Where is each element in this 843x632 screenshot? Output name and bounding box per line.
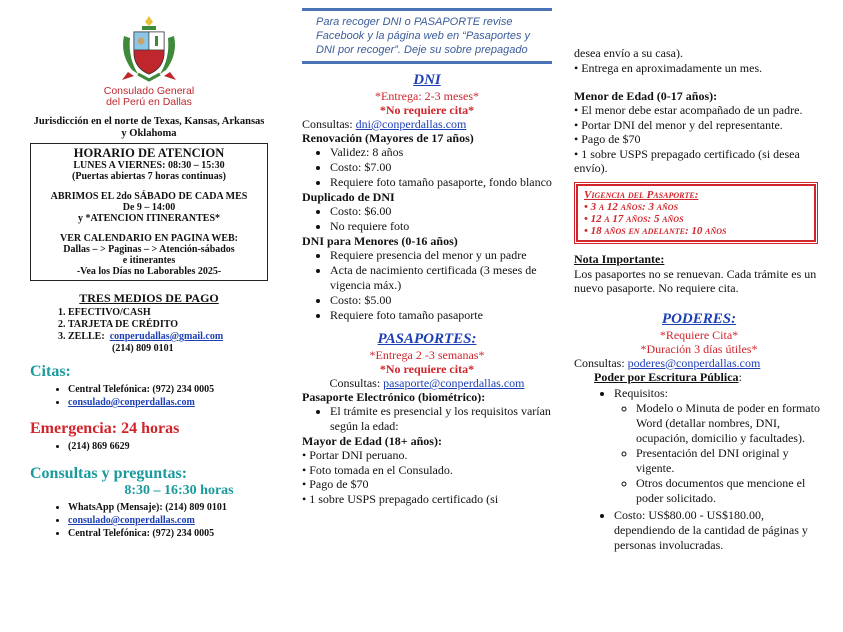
requirements-sublist	[614, 401, 824, 506]
citas-title: Citas:	[30, 363, 71, 380]
electronic-passport-list	[302, 404, 552, 434]
itinerant-note: y *ATENCION ITINERANTES*	[77, 213, 221, 224]
passports-delivery: *Entrega 2 -3 semanas*	[369, 348, 485, 362]
powers-appointment: *Requiere Cita*	[659, 327, 739, 342]
citas-list	[30, 383, 268, 409]
requirements-item: • Requisitos: ◦ Modelo o Minuta de poder en formato Word (detallar nombres, DNI, ocupación, domicilio y facultades). ◦ Presentación del DNI original y vigente. ◦ Otros documentos que mencione el poder solicitado.	[614, 386, 824, 506]
adult-line: • Pago de $70	[302, 477, 369, 491]
payment-item: 2. TARJETA DE CRÉDITO	[68, 319, 268, 331]
list-item: • Costo: $6.00	[330, 204, 552, 219]
passports-no-appointment: *No requiere cita*	[379, 362, 475, 376]
list-item: • Costo: $7.00	[330, 160, 552, 175]
dni-title: DNI	[413, 72, 441, 88]
peru-coat-of-arms-icon	[118, 14, 180, 84]
list-item: • El trámite es presencial y los requisitos varían según la edad:	[330, 404, 552, 434]
consultas-list	[30, 501, 268, 540]
minor-line: • 1 sobre USPS prepagado certificado (si desea envío).	[574, 146, 800, 175]
powers-contact: Consultas: poderes@conperdallas.com	[574, 355, 761, 370]
zelle-phone: (214) 809 0101	[112, 343, 174, 354]
adult-title: Mayor de Edad (18+ años):	[302, 434, 442, 448]
dni-minors-title: DNI para Menores (0-16 años)	[302, 234, 458, 248]
list-item: • No requiere foto	[330, 219, 552, 234]
saturday-line: ABRIMOS EL 2do SÁBADO DE CADA MES	[50, 191, 248, 202]
list-item: • Requiere foto tamaño pasaporte	[330, 308, 552, 323]
weekday-hours: LUNES A VIERNES: 08:30 – 15:30	[73, 160, 225, 171]
validity-title: Vigencia del Pasaporte:	[584, 188, 699, 201]
payment-item: 1. EFECTIVO/CASH	[68, 307, 268, 319]
adult-line-cont: desea envío a su casa).	[574, 46, 683, 60]
payment-methods-list	[30, 307, 268, 343]
office-hours-box	[30, 143, 268, 281]
important-note-title: Nota Importante:	[574, 251, 665, 266]
minor-title: Menor de Edad (0-17 años):	[574, 89, 718, 103]
electronic-passport-title: Pasaporte Electrónico (biométrico):	[302, 390, 486, 404]
dni-minors-list	[302, 248, 552, 323]
non-working-days-note: -Vea los Días no Laborables 2025-	[76, 266, 222, 277]
saturday-hours: De 9 – 14:00	[122, 202, 176, 213]
dni-duplicate-title: Duplicado de DNI	[302, 190, 395, 204]
zelle-email-link[interactable]: conperudallas@gmail.com	[109, 331, 224, 342]
emergency-list	[30, 440, 268, 453]
dni-renewal-title: Renovación (Mayores de 17 años)	[302, 131, 474, 145]
adult-line: • 1 sobre USPS prepagado certificado (si	[302, 491, 499, 506]
validity-item: • 18 años en adelante: 10 años	[584, 224, 727, 237]
powers-email-link[interactable]: poderes@conperdallas.com	[627, 355, 761, 370]
consultas-email-link[interactable]: consulado@conperdallas.com	[68, 515, 195, 526]
payment-item-zelle: 3. ZELLE: conperudallas@gmail.com	[68, 331, 268, 343]
dni-no-appointment: *No requiere cita*	[379, 103, 475, 117]
important-note-text: Los pasaportes no se renuevan. Cada trámite es un nuevo pasaporte. No requiere cita.	[574, 266, 817, 295]
dni-delivery: *Entrega: 2-3 meses*	[375, 89, 479, 103]
calendar-path-cont: e itinerantes	[122, 255, 176, 266]
citas-email-link[interactable]: consulado@conperdallas.com	[68, 397, 195, 408]
powers-duration: *Duración 3 días útiles*	[640, 341, 758, 356]
list-item: ◦ Otros documentos que mencione el poder solicitado.	[636, 476, 824, 506]
middle-column	[302, 0, 552, 632]
right-column	[574, 0, 824, 632]
adult-line: • Foto tomada en el Consulado.	[302, 462, 453, 477]
public-deed-title: Poder por Escritura Pública	[594, 369, 739, 384]
jurisdiction-text: Jurisdicción en el norte de Texas, Kansas, Arkansas y Oklahoma	[33, 116, 265, 139]
validity-item: • 12 a 17 años: 5 años	[584, 212, 684, 225]
dni-contact: Consultas: dni@conperdallas.com	[302, 117, 467, 131]
minor-line: • El menor debe estar acompañado de un padre.	[574, 103, 803, 117]
calendar-path: Dallas – > Paginas – > Atención-sábados	[63, 244, 235, 255]
cost-item: • Costo: US$80.00 - US$180.00, dependiendo de la cantidad de páginas y personas involucradas.	[614, 508, 824, 553]
list-item: • Validez: 8 años	[330, 145, 552, 160]
dni-duplicate-list	[302, 204, 552, 234]
list-item: • Requiere presencia del menor y un padre	[330, 248, 552, 263]
powers-list	[574, 386, 824, 553]
dni-email-link[interactable]: dni@conperdallas.com	[355, 117, 467, 131]
passports-title: PASAPORTES:	[377, 331, 477, 347]
minor-line: • Pago de $70	[574, 132, 641, 146]
dni-renewal-list	[302, 145, 552, 190]
consultas-title: Consultas y preguntas:	[30, 465, 188, 482]
office-hours-title: HORARIO DE ATENCION	[73, 146, 225, 160]
passports-email-link[interactable]: pasaporte@conperdallas.com	[383, 376, 525, 390]
adult-line: • Portar DNI peruano.	[302, 448, 408, 462]
emergency-title: Emergencia: 24 horas	[30, 420, 180, 437]
emergency-phone: • (214) 869 6629	[68, 440, 268, 453]
minor-line: • Portar DNI del menor y del representante.	[574, 117, 783, 132]
whatsapp-line: • WhatsApp (Mensaje): (214) 809 0101	[68, 501, 268, 514]
validity-item: • 3 a 12 años: 3 años	[584, 200, 679, 213]
list-item: • Acta de nacimiento certificada (3 meses de vigencia máx.)	[330, 263, 552, 293]
calendar-line: VER CALENDARIO EN PAGINA WEB:	[60, 233, 238, 244]
list-item: • Requiere foto tamaño pasaporte, fondo blanco	[330, 175, 552, 190]
payment-methods-title: TRES MEDIOS DE PAGO	[79, 291, 219, 305]
passports-contact: Consultas: pasaporte@conperdallas.com	[329, 376, 525, 390]
consulate-name: Consulado General del Perú en Dallas	[103, 85, 195, 108]
public-deed-heading: Poder por Escritura Pública:	[594, 369, 742, 384]
left-column	[30, 0, 268, 632]
list-item: ◦ Presentación del DNI original y vigente.	[636, 446, 824, 476]
consultas-phone: • Central Telefónica: (972) 234 0005	[68, 527, 268, 540]
continuous-hours-note: (Puertas abiertas 7 horas continuas)	[72, 171, 226, 182]
powers-title: PODERES:	[661, 310, 737, 327]
pickup-notice: Para recoger DNI o PASAPORTE revise Facebook y la página web en “Pasaportes y DNI por recoger”. Deje su sobre prepagado	[302, 8, 552, 64]
citas-phone: • Central Telefónica: (972) 234 0005	[68, 383, 268, 396]
consultas-hours: 8:30 – 16:30 horas	[124, 483, 234, 498]
list-item: ◦ Modelo o Minuta de poder en formato Word (detallar nombres, DNI, ocupación, domicilio y facultades).	[636, 401, 824, 446]
adult-line-cont: • Entrega en aproximadamente un mes.	[574, 60, 763, 75]
passport-validity-box	[576, 184, 816, 242]
list-item: • Costo: $5.00	[330, 293, 552, 308]
